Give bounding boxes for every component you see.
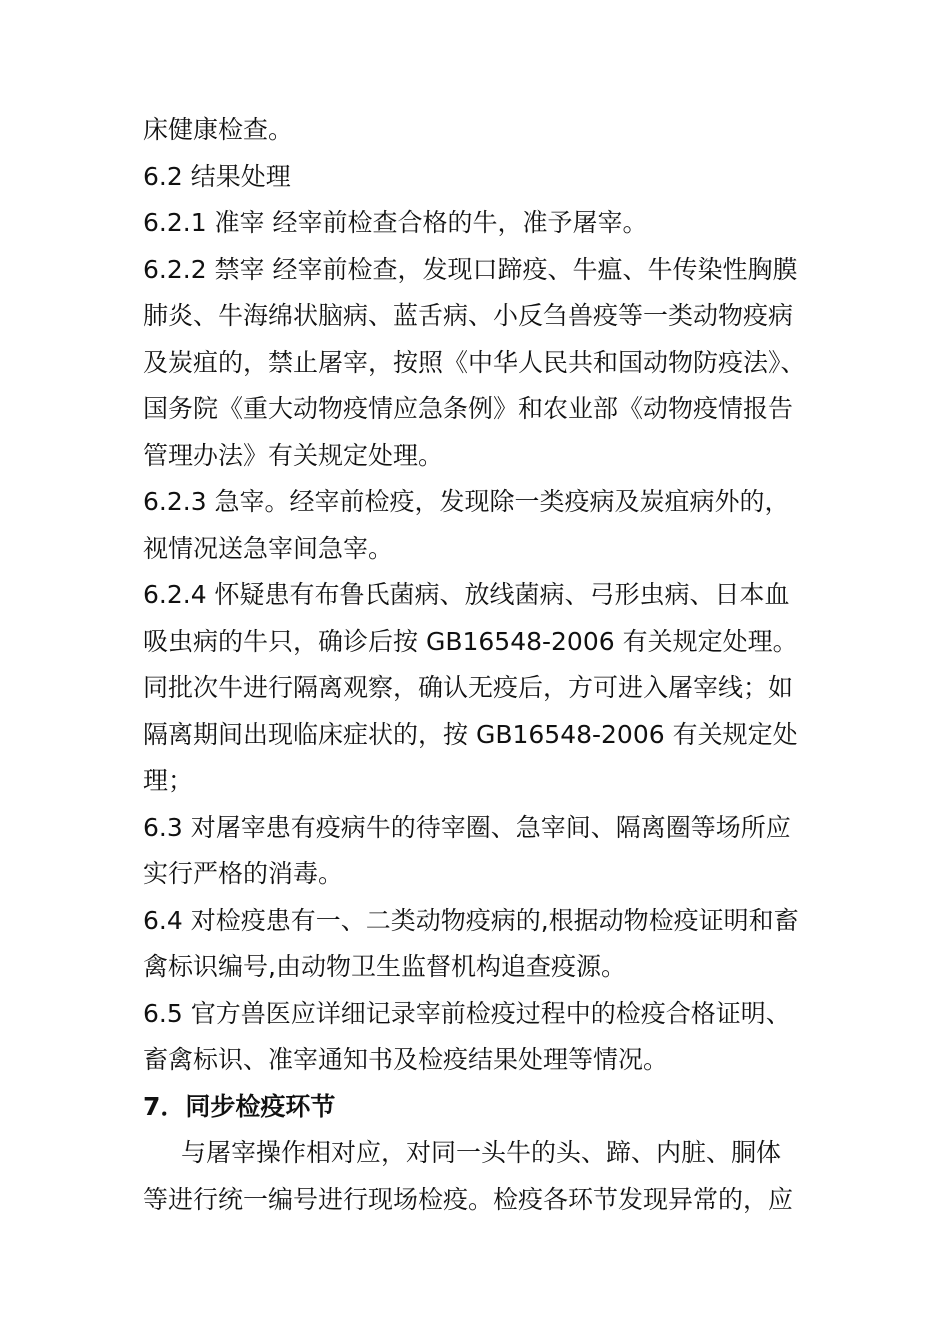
text-line: 理； <box>143 766 194 795</box>
text-line: 视情况送急宰间急宰。 <box>143 534 394 563</box>
text-line: 6.2.2 禁宰 经宰前检查，发现口蹄疫、牛瘟、牛传染性胸膜 <box>143 255 798 284</box>
text-line: 6.2.3 急宰。经宰前检疫，发现除一类疫病及炭疽病外的， <box>143 487 790 516</box>
text-line: 床健康检查。 <box>143 115 294 144</box>
text-line: 国务院《重大动物疫情应急条例》和农业部《动物疫情报告 <box>143 394 794 423</box>
text-line: 畜禽标识、准宰通知书及检疫结果处理等情况。 <box>143 1045 669 1074</box>
text-line: 隔离期间出现临床症状的，按 GB16548-2006 有关规定处 <box>143 720 798 749</box>
text-line: 同批次牛进行隔离观察，确认无疫后，方可进入屠宰线；如 <box>143 673 794 702</box>
text-line: 6.5 官方兽医应详细记录宰前检疫过程中的检疫合格证明、 <box>143 999 791 1028</box>
text-line: 管理办法》有关规定处理。 <box>143 441 444 470</box>
text-line: 禽标识编号,由动物卫生监督机构追查疫源。 <box>143 952 626 981</box>
section-heading: 6.2 结果处理 <box>143 162 291 191</box>
text-line: 吸虫病的牛只，确诊后按 GB16548-2006 有关规定处理。 <box>143 627 798 656</box>
text-line: 与屠宰操作相对应，对同一头牛的头、蹄、内脏、胴体 <box>181 1138 782 1167</box>
text-line: 实行严格的消毒。 <box>143 859 344 888</box>
text-line: 6.4 对检疫患有一、二类动物疫病的,根据动物检疫证明和畜 <box>143 906 799 935</box>
text-line: 6.2.4 怀疑患有布鲁氏菌病、放线菌病、弓形虫病、日本血 <box>143 580 790 609</box>
text-line: 及炭疽的，禁止屠宰，按照《中华人民共和国动物防疫法》、 <box>143 348 806 377</box>
text-line: 肺炎、牛海绵状脑病、蓝舌病、小反刍兽疫等一类动物疫病 <box>143 301 794 330</box>
text-line: 6.3 对屠宰患有疫病牛的待宰圈、急宰间、隔离圈等场所应 <box>143 813 791 842</box>
text-line: 6.2.1 准宰 经宰前检查合格的牛，准予屠宰。 <box>143 208 648 237</box>
section-heading: 7．同步检疫环节 <box>143 1092 336 1121</box>
text-line: 等进行统一编号进行现场检疫。检疫各环节发现异常的，应 <box>143 1185 794 1214</box>
